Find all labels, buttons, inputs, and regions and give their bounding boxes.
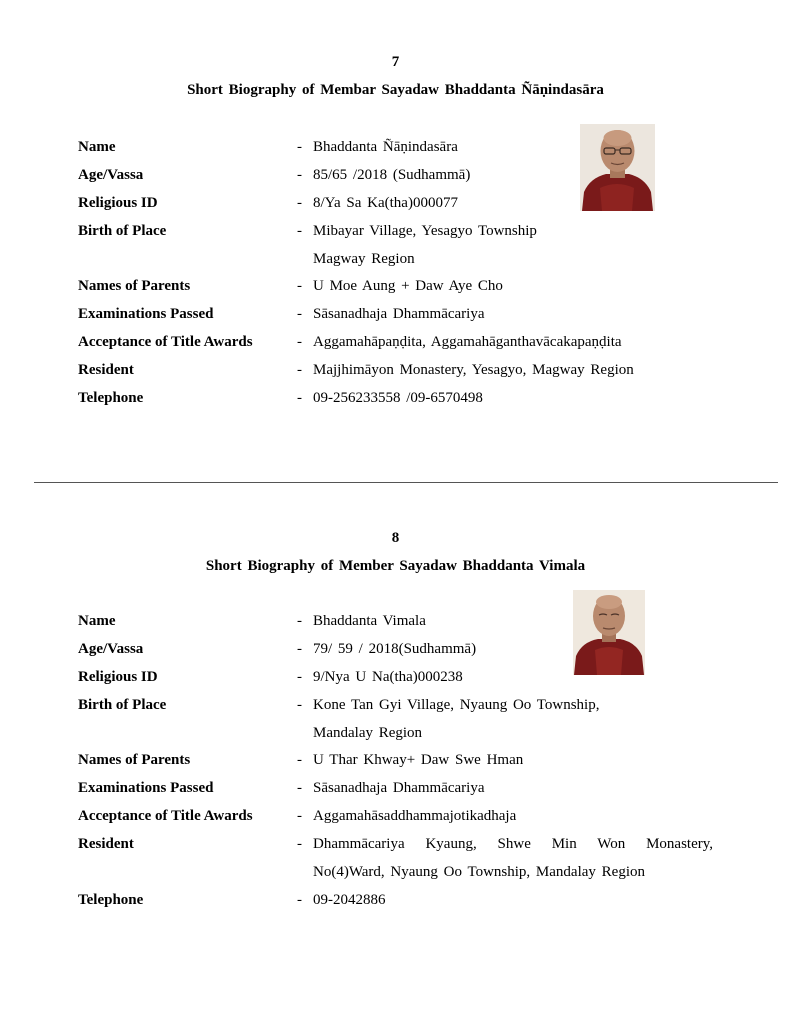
field-birth-place	[0, 694, 791, 716]
field-dash: -	[297, 278, 302, 294]
field-dash: -	[297, 334, 302, 350]
field-label: Telephone	[78, 892, 144, 908]
field-value: Bhaddanta Ñāṇindasāra	[313, 139, 458, 155]
field-dash: -	[297, 306, 302, 322]
field-value: 79/ 59 / 2018(Sudhammā)	[313, 641, 477, 657]
field-label: Acceptance of Title Awards	[78, 808, 253, 824]
field-value: Sāsanadhaja Dhammācariya	[313, 306, 485, 322]
bio-number: 8	[391, 530, 400, 546]
field-dash: -	[297, 223, 302, 239]
field-value: Mibayar Village, Yesagyo Township	[313, 223, 537, 239]
field-dash: -	[297, 780, 302, 796]
field-value: No(4)Ward, Nyaung Oo Township, Mandalay Region	[313, 864, 645, 880]
field-resident-line2	[0, 861, 791, 883]
portrait-photo	[580, 124, 655, 211]
field-name	[0, 610, 791, 632]
field-value: Aggamahāsaddhammajotikadhaja	[313, 808, 517, 824]
field-label: Birth of Place	[78, 223, 167, 239]
field-dash: -	[297, 195, 302, 211]
field-dash: -	[297, 892, 302, 908]
field-dash: -	[297, 362, 302, 378]
field-birth-place-line2	[0, 248, 791, 270]
field-parents	[0, 749, 791, 771]
field-awards	[0, 331, 791, 353]
field-name	[0, 136, 791, 158]
field-dash: -	[297, 669, 302, 685]
field-label: Name	[78, 139, 116, 155]
field-value: U Moe Aung + Daw Aye Cho	[313, 278, 503, 294]
portrait-image	[580, 124, 655, 211]
field-religious-id	[0, 192, 791, 214]
field-telephone	[0, 889, 791, 911]
portrait-image	[573, 590, 645, 675]
field-value: Sāsanadhaja Dhammācariya	[313, 780, 485, 796]
field-value: 09-256233558 /09-6570498	[313, 390, 483, 406]
field-parents	[0, 275, 791, 297]
field-age-vassa	[0, 638, 791, 660]
field-dash: -	[297, 752, 302, 768]
field-label: Age/Vassa	[78, 167, 144, 183]
field-label: Religious ID	[78, 669, 158, 685]
field-dash: -	[297, 139, 302, 155]
field-value: Magway Region	[313, 251, 415, 267]
field-label: Names of Parents	[78, 278, 191, 294]
field-value: 9/Nya U Na(tha)000238	[313, 669, 463, 685]
field-value: 85/65 /2018 (Sudhammā)	[313, 167, 471, 183]
field-value: U Thar Khway+ Daw Swe Hman	[313, 752, 524, 768]
portrait-photo	[573, 590, 645, 675]
field-resident	[0, 359, 791, 381]
field-resident	[0, 833, 791, 855]
field-label: Religious ID	[78, 195, 158, 211]
field-birth-place	[0, 220, 791, 242]
field-dash: -	[297, 167, 302, 183]
field-exams	[0, 303, 791, 325]
field-label: Telephone	[78, 390, 144, 406]
field-label: Acceptance of Title Awards	[78, 334, 253, 350]
field-dash: -	[297, 808, 302, 824]
field-dash: -	[297, 836, 302, 852]
field-value: Kone Tan Gyi Village, Nyaung Oo Township,	[313, 697, 600, 713]
field-dash: -	[297, 697, 302, 713]
field-telephone	[0, 387, 791, 409]
field-label: Examinations Passed	[78, 780, 214, 796]
field-awards	[0, 805, 791, 827]
field-label: Resident	[78, 362, 134, 378]
field-value: Bhaddanta Vimala	[313, 613, 426, 629]
field-birth-place-line2	[0, 722, 791, 744]
field-value: 09-2042886	[313, 892, 386, 908]
field-age-vassa	[0, 164, 791, 186]
field-label: Name	[78, 613, 116, 629]
field-dash: -	[297, 390, 302, 406]
bio-heading: Short Biography of Membar Sayadaw Bhaddanta Ñāṇindasāra	[187, 82, 604, 98]
bio-number: 7	[391, 54, 400, 70]
field-dash: -	[297, 613, 302, 629]
field-exams	[0, 777, 791, 799]
section-divider	[34, 482, 778, 483]
bio-heading: Short Biography of Member Sayadaw Bhaddanta Vimala	[205, 558, 586, 574]
field-value: Mandalay Region	[313, 725, 423, 741]
field-value: Aggamahāpaṇḍita, Aggamahāganthavācakapaṇḍita	[313, 334, 622, 350]
field-value: 8/Ya Sa Ka(tha)000077	[313, 195, 458, 211]
field-label: Resident	[78, 836, 134, 852]
field-value: Majjhimāyon Monastery, Yesagyo, Magway Region	[313, 362, 634, 378]
field-label: Birth of Place	[78, 697, 167, 713]
field-religious-id	[0, 666, 791, 688]
field-dash: -	[297, 641, 302, 657]
field-value: Dhammācariya Kyaung, Shwe Min Won Monastery,	[313, 836, 713, 852]
field-label: Age/Vassa	[78, 641, 144, 657]
field-label: Examinations Passed	[78, 306, 214, 322]
field-label: Names of Parents	[78, 752, 191, 768]
